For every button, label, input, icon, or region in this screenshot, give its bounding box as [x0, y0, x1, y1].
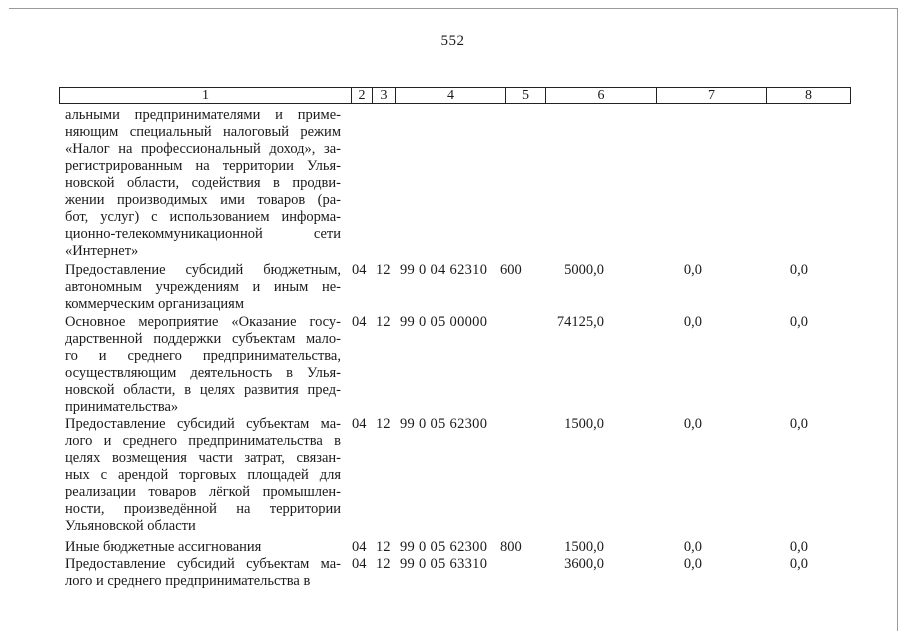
description-line: «Интернет» [65, 243, 139, 259]
cell-col-6: 5000,0 [564, 262, 604, 278]
cell-col-8: 0,0 [789, 262, 808, 278]
description-line: реализации товаров лёгкой промышлен- [65, 484, 341, 500]
header-col-7: 7 [657, 88, 767, 103]
description-line: осуществляющим деятельность в Улья- [65, 365, 341, 381]
cell-col-7: 0,0 [683, 314, 702, 330]
description-line: лого и среднего предпринимательства в [65, 573, 311, 589]
row-description [65, 107, 341, 260]
table-header [59, 87, 851, 104]
cell-col-6: 3600,0 [564, 556, 604, 572]
cell-col-4: 99 0 05 62300 [400, 416, 488, 432]
header-col-3: 3 [373, 88, 396, 103]
cell-col-8: 0,0 [789, 416, 808, 432]
header-col-8: 8 [805, 88, 812, 103]
cell-col-7: 0,0 [683, 539, 702, 555]
cell-col-6: 1500,0 [564, 539, 604, 555]
row-description [65, 262, 341, 313]
description-line: Предоставление субсидий субъектам ма- [65, 416, 341, 432]
header-col-2: 2 [352, 88, 373, 103]
cell-col-2: 04 [352, 314, 367, 330]
cell-col-8: 0,0 [789, 556, 808, 572]
cell-col-3: 12 [376, 556, 391, 572]
description-line: няющим специальный налоговый режим [65, 124, 341, 140]
cell-col-3: 12 [376, 416, 391, 432]
row-description [65, 539, 341, 556]
cell-col-6: 1500,0 [564, 416, 604, 432]
cell-col-4: 99 0 04 62310 [400, 262, 488, 278]
description-line: Ульяновской области [65, 518, 196, 534]
cell-col-7: 0,0 [683, 416, 702, 432]
description-line: Предоставление субсидий бюджетным, [65, 262, 341, 278]
cell-col-3: 12 [376, 539, 391, 555]
description-line: новской области, содействия в продви- [65, 175, 341, 191]
description-line: регистрированным на территории Улья- [65, 158, 341, 174]
description-line: Иные бюджетные ассигнования [65, 539, 262, 555]
description-line: ных с арендой торговых площадей для [65, 467, 341, 483]
cell-col-2: 04 [352, 416, 367, 432]
description-line: ционно-телекоммуникационной сети [65, 226, 341, 242]
description-line: принимательства» [65, 399, 179, 415]
description-line: автономным учреждениям и иным не- [65, 279, 341, 295]
description-line: Предоставление субсидий субъектам ма- [65, 556, 341, 572]
cell-col-2: 04 [352, 556, 367, 572]
cell-col-7: 0,0 [683, 262, 702, 278]
row-description [65, 416, 341, 535]
cell-col-8: 0,0 [789, 539, 808, 555]
cell-col-8: 0,0 [789, 314, 808, 330]
description-line: дарственной поддержки субъектам мало- [65, 331, 341, 347]
cell-col-6: 74125,0 [556, 314, 604, 330]
description-line: новской области, в целях развития пред- [65, 382, 341, 398]
header-col-6: 6 [546, 88, 657, 103]
cell-col-3: 12 [376, 262, 391, 278]
description-line: «Налог на профессиональный доход», за- [65, 141, 341, 157]
header-col-5: 5 [506, 88, 546, 103]
row-description [65, 314, 341, 416]
page-number: 552 [440, 33, 465, 49]
cell-col-4: 99 0 05 62300 [400, 539, 488, 555]
header-col-1: 1 [60, 88, 352, 103]
description-line: ности, произведённой на территории [65, 501, 341, 517]
description-line: целях возмещения части затрат, связан- [65, 450, 341, 466]
cell-col-4: 99 0 05 00000 [400, 314, 488, 330]
description-line: лого и среднего предпринимательства в [65, 433, 341, 449]
description-line: Основное мероприятие «Оказание госу- [65, 314, 341, 330]
cell-col-4: 99 0 05 63310 [400, 556, 488, 572]
description-line: коммерческим организациям [65, 296, 245, 312]
cell-col-3: 12 [376, 314, 391, 330]
description-line: бот, услуг) с использованием информа- [65, 209, 341, 225]
row-description [65, 556, 341, 590]
description-line: альными предпринимателями и приме- [65, 107, 341, 123]
cell-col-7: 0,0 [683, 556, 702, 572]
cell-col-5: 600 [500, 262, 522, 278]
cell-col-5: 800 [500, 539, 522, 555]
cell-col-2: 04 [352, 262, 367, 278]
description-line: го и среднего предпринимательства, [65, 348, 341, 364]
cell-col-2: 04 [352, 539, 367, 555]
description-line: жении производимых ими товаров (ра- [65, 192, 341, 208]
header-col-4: 4 [396, 88, 506, 103]
